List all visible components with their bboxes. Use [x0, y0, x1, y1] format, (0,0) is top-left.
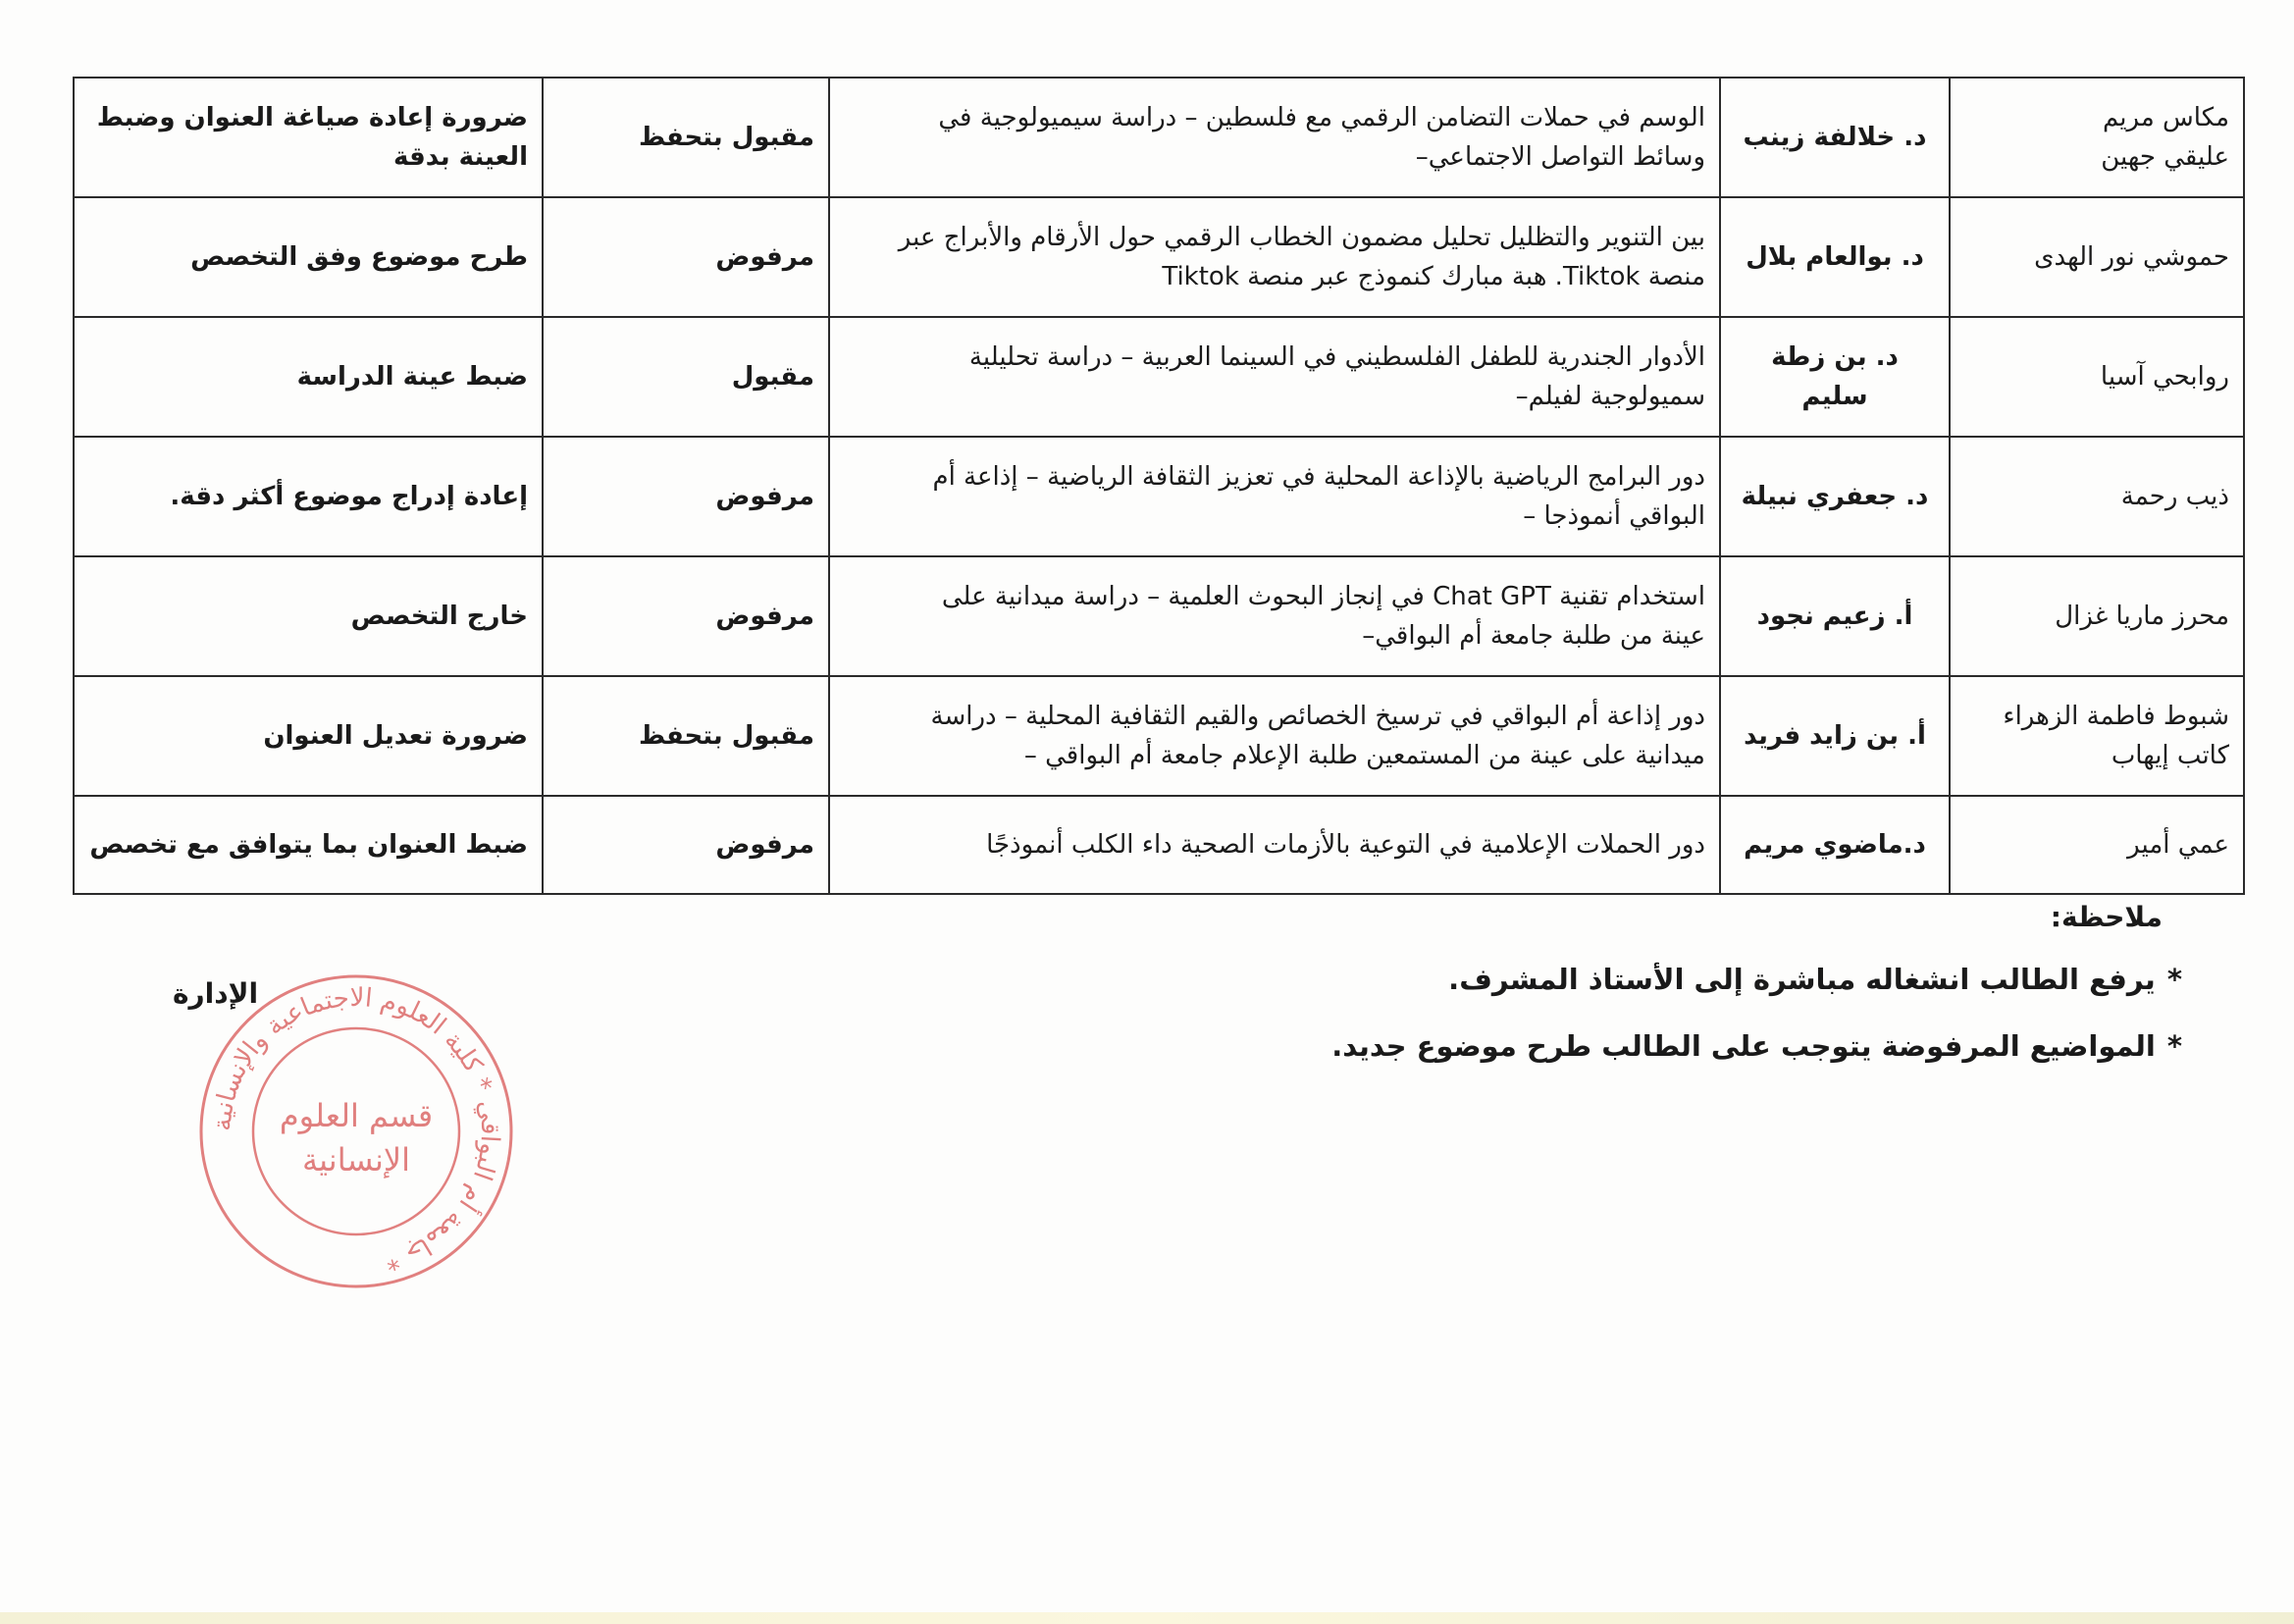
student-cell: مكاس مريم عليقي جهين	[1950, 78, 2244, 197]
decision-cell: مرفوض	[543, 197, 829, 317]
supervisor-cell: د. جعفري نبيلة	[1720, 437, 1950, 556]
supervisor-cell: د.ماضوي مريم	[1720, 796, 1950, 894]
notes-heading: ملاحظة:	[2050, 901, 2163, 933]
topic-title-cell: الأدوار الجندرية للطفل الفلسطيني في السينما العربية – دراسة تحليلية سميولوجية لفيلم–	[829, 317, 1720, 437]
note-cell: ضبط العنوان بما يتوافق مع تخصص	[74, 796, 543, 894]
note-cell: طرح موضوع وفق التخصص	[74, 197, 543, 317]
scan-edge	[0, 1612, 2294, 1624]
decision-cell: مقبول	[543, 317, 829, 437]
table-row	[74, 197, 2244, 317]
topic-title-cell: دور البرامج الرياضية بالإذاعة المحلية في تعزيز الثقافة الرياضية – إذاعة أم البواقي أنموذجا –	[829, 437, 1720, 556]
topic-title-cell: بين التنوير والتظليل تحليل مضمون الخطاب الرقمي حول الأرقام والأبراج عبر منصة Tiktok. هبة مبارك كنموذج عبر منصة Tiktok	[829, 197, 1720, 317]
topic-title-cell: الوسم في حملات التضامن الرقمي مع فلسطين – دراسة سيميولوجية في وسائط التواصل الاجتماعي–	[829, 78, 1720, 197]
student-cell: محرز ماريا غزال	[1950, 556, 2244, 676]
note-item: *المواضيع المرفوضة يتوجب على الطالب طرح موضوع جديد.	[1331, 1029, 2182, 1063]
decision-cell: مقبول بتحفظ	[543, 676, 829, 796]
student-cell: شبوط فاطمة الزهراء كاتب إيهاب	[1950, 676, 2244, 796]
stamp-center-line-1: قسم العلوم	[279, 1097, 434, 1134]
note-cell: خارج التخصص	[74, 556, 543, 676]
table-row	[74, 317, 2244, 437]
bullet-star: *	[2166, 963, 2182, 996]
supervisor-cell: د. بوالعام بلال	[1720, 197, 1950, 317]
topic-title-cell: استخدام تقنية Chat GPT في إنجاز البحوث العلمية – دراسة ميدانية على عينة من طلبة جامعة أم البواقي–	[829, 556, 1720, 676]
decision-cell: مرفوض	[543, 437, 829, 556]
topics-table	[73, 77, 2245, 895]
table-row	[74, 796, 2244, 894]
supervisor-cell: د. بن زطة سليم	[1720, 317, 1950, 437]
note-cell: ضرورة إعادة صياغة العنوان وضبط العينة بدقة	[74, 78, 543, 197]
stamp-ring-text: جامعة أم البواقي * كلية العلوم الاجتماعية والإنسانية *	[207, 982, 505, 1277]
table-row	[74, 676, 2244, 796]
department-stamp	[194, 969, 518, 1293]
note-cell: ضرورة تعديل العنوان	[74, 676, 543, 796]
supervisor-cell: د. خلالفة زينب	[1720, 78, 1950, 197]
note-item: *يرفع الطالب انشغاله مباشرة إلى الأستاذ المشرف.	[1448, 963, 2182, 996]
topic-title-cell: دور الحملات الإعلامية في التوعية بالأزمات الصحية داء الكلب أنموذجًا	[829, 796, 1720, 894]
student-cell: ذيب رحمة	[1950, 437, 2244, 556]
table-row	[74, 556, 2244, 676]
decision-cell: مرفوض	[543, 556, 829, 676]
table-row	[74, 78, 2244, 197]
decision-cell: مقبول بتحفظ	[543, 78, 829, 197]
table-row	[74, 437, 2244, 556]
student-cell: حموشي نور الهدى	[1950, 197, 2244, 317]
bullet-star: *	[2166, 1029, 2182, 1063]
topic-title-cell: دور إذاعة أم البواقي في ترسيخ الخصائص والقيم الثقافية المحلية – دراسة ميدانية على عينة من المستمعين طلبة الإعلام جامعة أم البواقي –	[829, 676, 1720, 796]
note-cell: إعادة إدراج موضوع أكثر دقة.	[74, 437, 543, 556]
supervisor-cell: أ. زعيم نجود	[1720, 556, 1950, 676]
student-cell: عمي أمير	[1950, 796, 2244, 894]
supervisor-cell: أ. بن زايد فريد	[1720, 676, 1950, 796]
stamp-center-line-2: الإنسانية	[301, 1141, 411, 1179]
administration-label: الإدارة	[173, 977, 259, 1010]
decision-cell: مرفوض	[543, 796, 829, 894]
student-cell: روابحي آسيا	[1950, 317, 2244, 437]
note-cell: ضبط عينة الدراسة	[74, 317, 543, 437]
notes-section	[1221, 901, 2202, 1096]
